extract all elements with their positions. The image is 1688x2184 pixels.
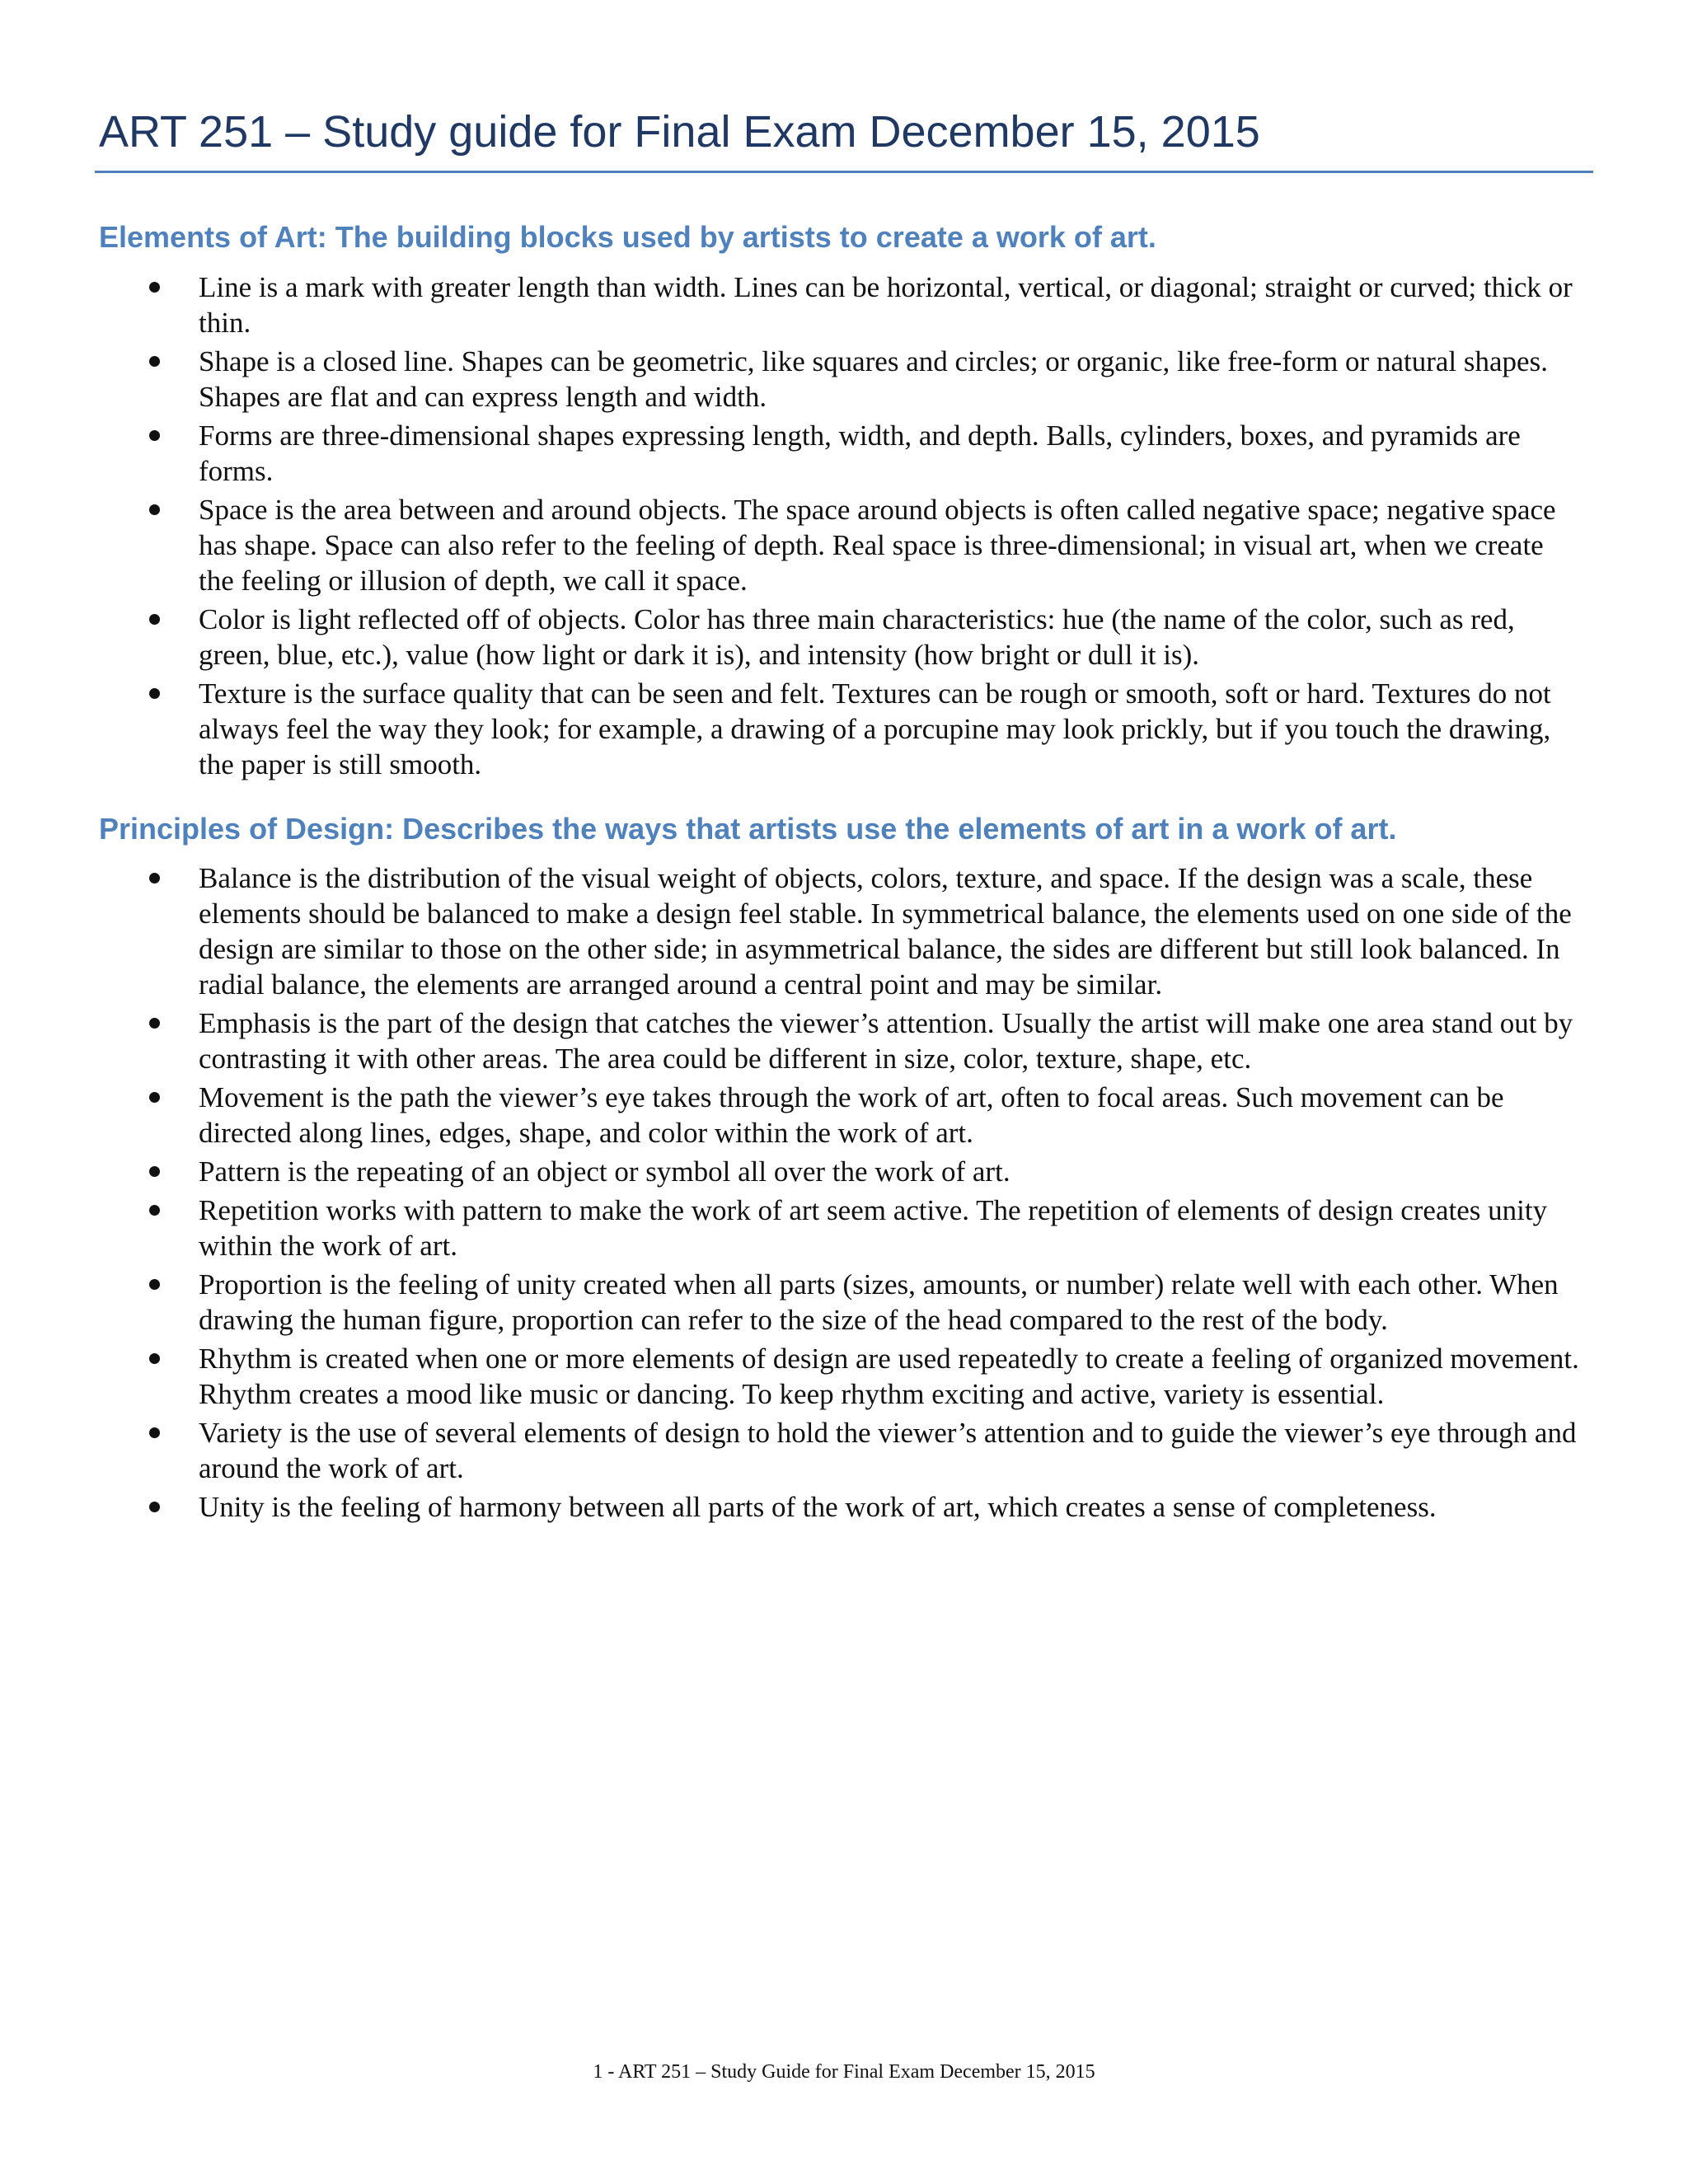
- list-item: [0, 1489, 1688, 1525]
- list-item-text: Color is light reflected off of objects. Color has three main characteristics: hue (the name of the color, such as red, green, blue, etc.), value (how light or dark it is), and intensity (how bright or dull it is).: [199, 603, 1515, 671]
- page-title: ART 251 – Study guide for Final Exam December 15, 2015: [99, 107, 1260, 157]
- list-item: [0, 1267, 1688, 1338]
- list-item-text: Forms are three-dimensional shapes expressing length, width, and depth. Balls, cylinders, boxes, and pyramids are forms.: [199, 419, 1521, 487]
- list-item-text: Pattern is the repeating of an object or symbol all over the work of art.: [199, 1155, 1010, 1188]
- list-item: [0, 860, 1688, 1002]
- section-heading-principles-of-design: Principles of Design: Describes the ways that artists use the elements of art in a work of art.: [99, 812, 1397, 846]
- bullet-icon: [149, 1279, 160, 1290]
- section-heading-elements-of-art: Elements of Art: The building blocks used by artists to create a work of art.: [99, 220, 1156, 254]
- bullet-icon: [149, 1502, 160, 1512]
- list-item: [0, 344, 1688, 415]
- list-item: [0, 1193, 1688, 1263]
- elements-of-art-list: [0, 269, 1688, 785]
- list-item: [0, 418, 1688, 489]
- bullet-icon: [149, 1205, 160, 1216]
- bullet-icon: [149, 688, 160, 699]
- page-footer: 1 - ART 251 – Study Guide for Final Exam December 15, 2015: [593, 2061, 1095, 2083]
- list-item-text: Movement is the path the viewer’s eye takes through the work of art, often to focal areas. Such movement can be directed along lines, edges, shape, and color within the work of art.: [199, 1081, 1504, 1149]
- list-item: [0, 602, 1688, 673]
- bullet-icon: [149, 282, 160, 293]
- principles-of-design-list: [0, 860, 1688, 1528]
- list-item-text: Variety is the use of several elements of design to hold the viewer’s attention and to guide the viewer’s eye through and around the work of art.: [199, 1417, 1577, 1484]
- bullet-icon: [149, 1092, 160, 1103]
- bullet-icon: [149, 1018, 160, 1029]
- list-item: [0, 1415, 1688, 1486]
- title-underline: [95, 171, 1593, 173]
- list-item: [0, 1080, 1688, 1151]
- bullet-icon: [149, 873, 160, 883]
- list-item-text: Balance is the distribution of the visual weight of objects, colors, texture, and space. If the design was a scale, these elements should be balanced to make a design feel stable. In symmetrical balance, the elements used on one side of the design are similar to those on the other side; in asymmetrical balance, the sides are different but still look balanced. In radial balance, the elements are arranged around a central point and may be similar.: [199, 862, 1572, 1001]
- list-item: [0, 1154, 1688, 1189]
- list-item-text: Line is a mark with greater length than width. Lines can be horizontal, vertical, or diagonal; straight or curved; thick or thin.: [199, 271, 1573, 339]
- list-item: [0, 676, 1688, 782]
- list-item-text: Rhythm is created when one or more elements of design are used repeatedly to create a feeling of organized movement. Rhythm creates a mood like music or dancing. To keep rhythm exciting and active, variety is essential.: [199, 1343, 1579, 1410]
- list-item-text: Unity is the feeling of harmony between all parts of the work of art, which creates a sense of completeness.: [199, 1491, 1437, 1523]
- list-item: [0, 1005, 1688, 1076]
- list-item-text: Texture is the surface quality that can be seen and felt. Textures can be rough or smooth, soft or hard. Textures do not always feel the way they look; for example, a drawing of a porcupine may look prickly, but if you touch the drawing, the paper is still smooth.: [199, 677, 1551, 780]
- bullet-icon: [149, 430, 160, 441]
- bullet-icon: [149, 1353, 160, 1364]
- list-item-text: Shape is a closed line. Shapes can be geometric, like squares and circles; or organic, like free-form or natural shapes. Shapes are flat and can express length and width.: [199, 345, 1548, 413]
- list-item-text: Repetition works with pattern to make the work of art seem active. The repetition of elements of design creates unity within the work of art.: [199, 1194, 1548, 1262]
- list-item-text: Emphasis is the part of the design that catches the viewer’s attention. Usually the artist will make one area stand out by contrasting it with other areas. The area could be different in size, color, texture, shape, etc.: [199, 1007, 1573, 1075]
- list-item-text: Proportion is the feeling of unity created when all parts (sizes, amounts, or number) relate well with each other. When drawing the human figure, proportion can refer to the size of the head compared to the rest of the body.: [199, 1268, 1559, 1336]
- bullet-icon: [149, 1427, 160, 1438]
- bullet-icon: [149, 356, 160, 367]
- bullet-icon: [149, 504, 160, 515]
- list-item: [0, 269, 1688, 340]
- bullet-icon: [149, 1166, 160, 1177]
- list-item-text: Space is the area between and around objects. The space around objects is often called negative space; negative space has shape. Space can also refer to the feeling of depth. Real space is three-dimensional; in visual art, when we create the feeling or illusion of depth, we call it space.: [199, 494, 1556, 597]
- bullet-icon: [149, 614, 160, 625]
- list-item: [0, 1341, 1688, 1412]
- list-item: [0, 492, 1688, 598]
